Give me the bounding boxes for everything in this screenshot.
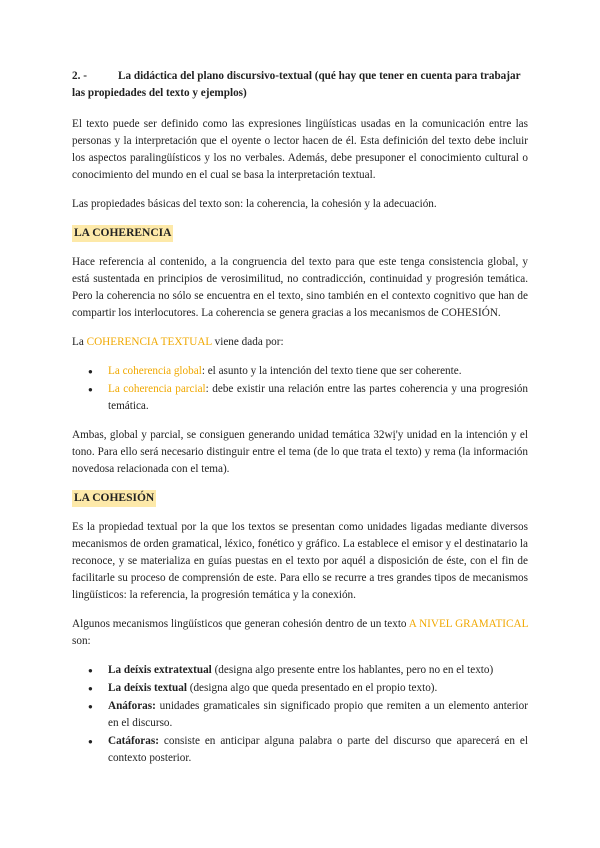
- coherencia-textual-term: COHERENCIA TEXTUAL: [86, 336, 212, 348]
- coherencia-paragraph-1: Hace referencia al contenido, a la congruencia del texto para que este tenga consistencia global, y está sustentada en principios de verosimilitud, no contradicción, continuidad y progresión temática. Pero la coherencia no sólo se encuentra en el texto, sino también en el contexto cognitivo que han de compartir los interlocutores. La coherencia se genera gracias a los mecanismos de COHESIÓN.: [72, 256, 528, 319]
- coherencia-paragraph-2: La COHERENCIA TEXTUAL viene dada por:: [72, 336, 284, 348]
- list-item: ● La deíxis extratextual (designa algo presente entre los hablantes, pero no en el texto): [72, 662, 528, 679]
- nivel-gramatical-term: A NIVEL GRAMATICAL: [408, 618, 528, 630]
- intro-paragraph-1: El texto puede ser definido como las expresiones lingüísticas usadas en la comunicación entre las personas y la interpretación que el oyente o lector hacen de él. Esta definición del texto debe incluir los aspectos paralingüísticos y los no verbales. Además, debe presuponer el conocimiento cultural o conocimiento del mundo en el cual se basa la interpretación textual.: [72, 118, 528, 181]
- coherencia-list: [72, 363, 528, 415]
- list-item: ● Anáforas: unidades gramaticales sin significado propio que remiten a un elemento anterior en el discurso.: [72, 698, 528, 732]
- section-title: [72, 68, 528, 102]
- cohesion-heading: LA COHESIÓN: [72, 490, 528, 507]
- coherencia-paragraph-3: Ambas, global y parcial, se consiguen generando unidad temática 32wị'y unidad en la intención y el tono. Para ello será necesario distinguir entre el tema (de lo que trata el texto) y rema (la información novedosa relacionada con el tema).: [72, 429, 528, 475]
- list-item: ● Catáforas: consiste en anticipar alguna palabra o parte del discurso que aparecerá en el contexto posterior.: [72, 733, 528, 767]
- cohesion-paragraph-2: Algunos mecanismos lingüísticos que generan cohesión dentro de un texto A NIVEL GRAMATICAL son:: [72, 618, 528, 647]
- list-item: ● La deíxis textual (designa algo que queda presentado en el propio texto).: [72, 680, 528, 697]
- document-page: [72, 68, 528, 779]
- cohesion-paragraph-1: Es la propiedad textual por la que los textos se presentan como unidades ligadas mediante diversos mecanismos de orden gramatical, léxico, fonético y gráfico. La establece el emisor y el destinatario la reconoce, y se materializa en guías puestas en el texto por aquél a disposición de éste, con el fin de facilitarle su proceso de comprensión de este. Para ello se recurre a tres grandes tipos de mecanismos lingüísticos: la referencia, la progresión temática y la conexión.: [72, 521, 528, 601]
- list-item: ● La coherencia parcial: debe existir una relación entre las partes coherencia y una progresión temática.: [72, 381, 528, 415]
- section-number: 2. -: [72, 70, 87, 82]
- cohesion-list: [72, 662, 528, 767]
- list-item: ● La coherencia global: el asunto y la intención del texto tiene que ser coherente.: [72, 363, 528, 380]
- section-title-text: La didáctica del plano discursivo-textual (qué hay que tener en cuenta para trabajar las propiedades del texto y ejemplos): [72, 70, 521, 99]
- coherencia-heading: LA COHERENCIA: [72, 225, 528, 242]
- intro-paragraph-2: Las propiedades básicas del texto son: la coherencia, la cohesión y la adecuación.: [72, 198, 437, 210]
